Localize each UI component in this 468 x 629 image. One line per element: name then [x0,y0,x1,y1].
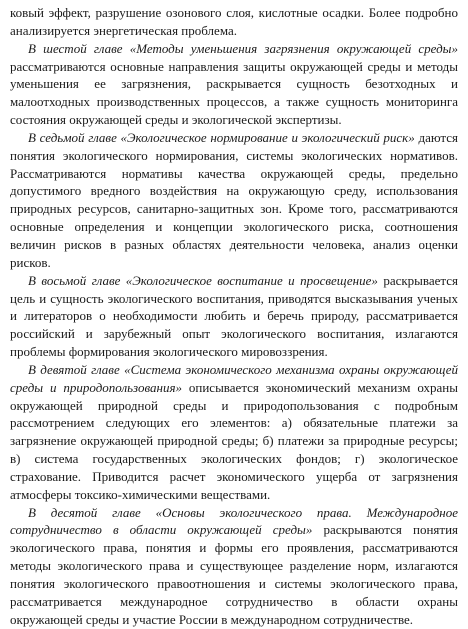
chapter-lead: В восьмой главе «Экологическое воспитание и просвещение» [28,272,378,288]
paragraph-text: ковый эффект, разрушение озонового слоя, кислотные осадки. Более подробно анализируется энергетическая проблема. [10,5,458,38]
paragraph-text: раскрывается цель и сущность экологического воспитания, приводятся высказывания ученых и литераторов о необходимости любить и беречь природу, рассматривается российский и зарубежный опыт экологического воспитания, излагаются проблемы формирования экологического мировоззрения. [10,272,459,360]
paragraph-text: рассматриваются основные направления защиты окружающей среды и методы уменьшения ее загрязнения, раскрывается сущность безотходных и малоотходных производственных процессов, а также сущность мониторинга состояния окружающей среды и экологической экспертизы. [10,58,458,128]
chapter-lead: В седьмой главе «Экологическое нормирование и экологический риск» [28,129,415,145]
paragraph-chapter-6 [10,40,458,129]
paragraph-text: описывается экономический механизм охраны окружающей природной среды и природопользования с подробным рассмотрением следующих его элементов: а) обязательные платежи за загрязнение окружающей природной среды; б) платежи за природные ресурсы; в) система государственных экологических фондов; г) экологическое страхование. Приводится расчет экономического ущерба от загрязнения атмосферы токсико-химическими веществами. [10,379,458,502]
paragraph-chapter-10 [10,504,458,629]
chapter-lead: В шестой главе «Методы уменьшения загрязнения окружающей среды» [28,40,458,56]
paragraph-chapter-8 [10,272,458,361]
paragraph-continuation [10,4,458,40]
chapter-lead: В десятой главе «Основы экологического права. Международное сотрудничество в области окружающей среды» [10,504,458,538]
paragraph-text: даются понятия экологического нормирования, системы экологических нормативов. Рассматриваются нормативы качества окружающей среды, предельно допустимого вредного воздействия на окружающую среду, использования природных ресурсов, санитарно-защитных зон. Кроме того, рассматриваются основные определения и концепции экологического риска, соотношения величин рисков в разных областях деятельности человека, анализ оценки рисков. [10,129,458,270]
paragraph-text: раскрываются понятия экологического права, понятия и формы его проявления, рассматриваются методы экологического права и существующее разделение норм, излагаются понятия экологического правоотношения и системы экологического права, рассматривается международное сотрудничество в области охраны окружающей среды и участие России в международном сотрудничестве. [10,522,458,627]
paragraph-chapter-9 [10,361,458,504]
paragraph-chapter-7 [10,129,458,272]
chapter-lead: В девятой главе «Система экономического механизма охраны окружающей среды и природопользования» [10,361,458,395]
